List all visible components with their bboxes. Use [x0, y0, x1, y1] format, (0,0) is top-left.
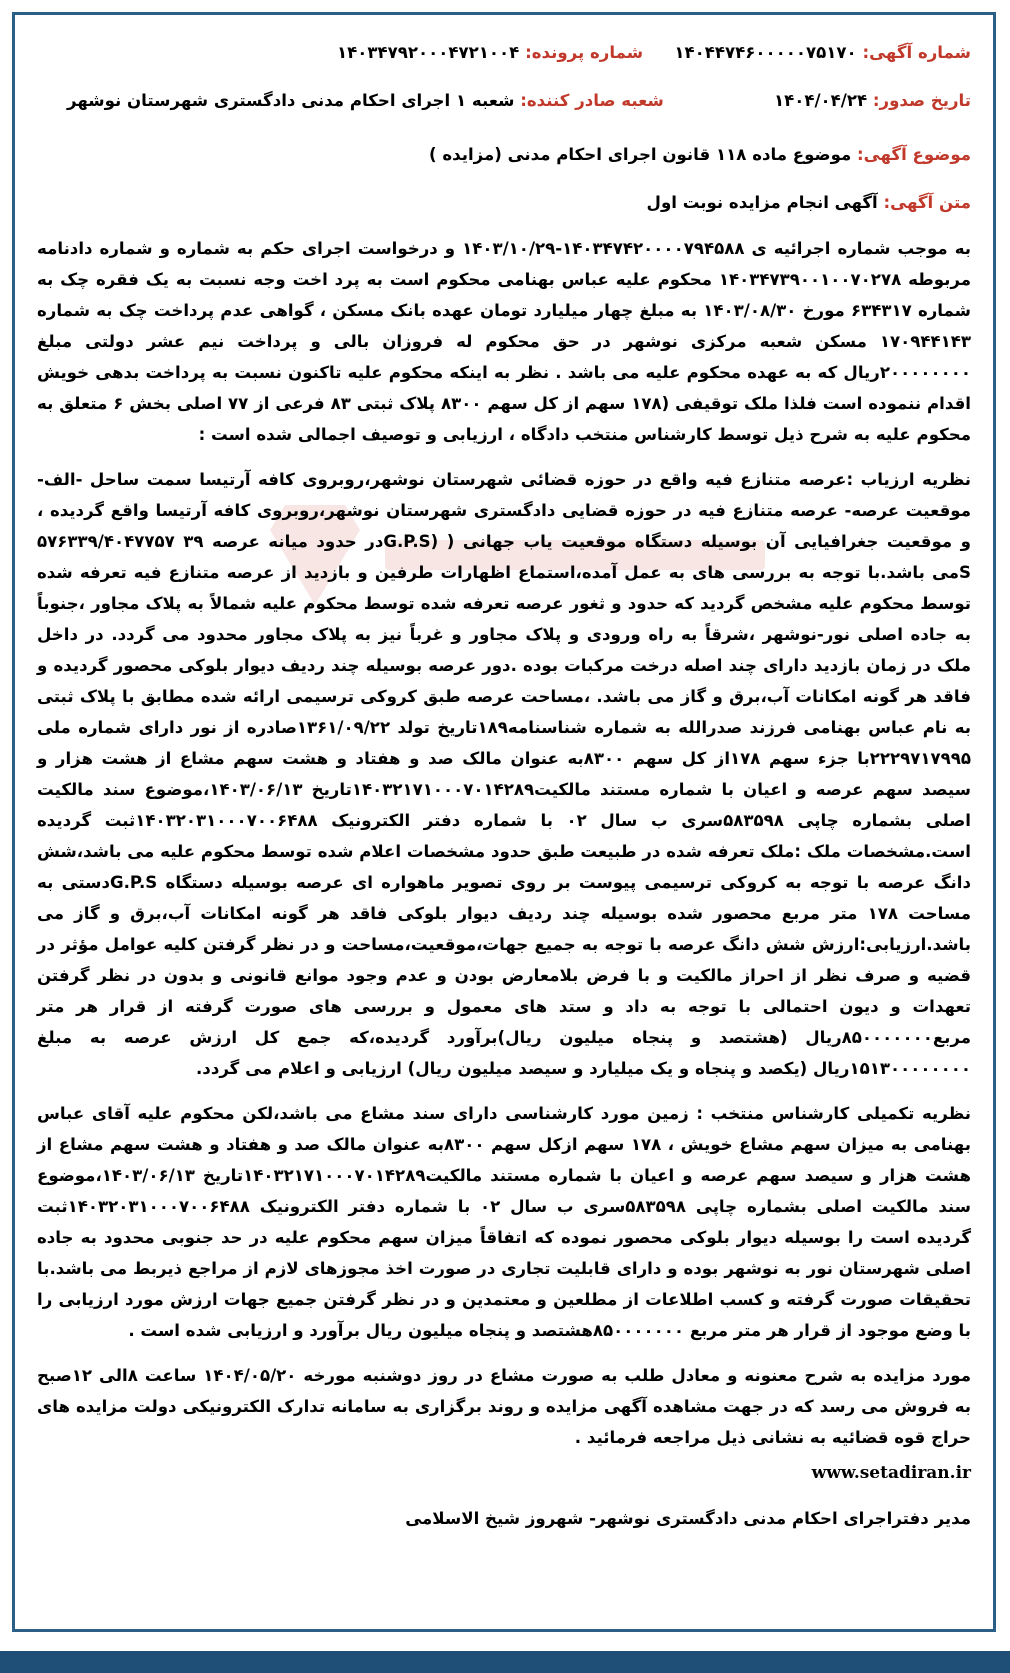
issuing-branch-label: شعبه صادر کننده:: [520, 91, 664, 110]
body-paragraph-1: به موجب شماره اجرائیه ی ۱۴۰۳۴۷۴۲۰۰۰۰۷۹۴۵۸۸-۱۴۰۳/۱۰/۲۹ و درخواست اجرای حکم به شماره و شماره دادنامه مربوطه ۱۴۰۳۴۷۳۹۰۰۱۰۰۷۰۲۷۸ محکوم علیه عباس بهنامی محکوم است به پرد اخت وجه نسبت به یک فقره چک به شماره ۶۳۴۳۱۷ مورخ ۱۴۰۳/۰۸/۳۰ به مبلغ چهار میلیارد تومان عهده بانک مسکن ، گواهی عدم پرداخت چک به شماره ۱۷۰۹۴۴۱۴۳ مسکن شعبه مرکزی نوشهر در حق محکوم له فروزان بالی و پرداخت نیم عشر دولتی مبلغ ۲۰۰۰۰۰۰۰۰ریال که به عهده محکوم علیه می باشد . نظر به اینکه محکوم علیه تاکنون نسبت به پرداخت بدهی خویش اقدام ننموده است فلذا ملک توقیفی (۱۷۸ سهم از کل سهم ۸۳۰۰ پلاک ثبتی ۸۳ فرعی از ۷۷ اصلی بخش ۶ متعلق به محکوم علیه به شرح ذیل توسط کارشناس منتخب دادگاه ، ارزیابی و توصیف اجمالی شده است :: [37, 239, 971, 444]
text-label: متن آگهی:: [883, 193, 971, 212]
issue-date-label: تاریخ صدور:: [872, 91, 971, 110]
meta-row-2: [37, 91, 971, 139]
body-paragraph-3: نظریه تکمیلی کارشناس منتخب : زمین مورد کارشناسی دارای سند مشاع می باشد،لکن محکوم علیه آقای عباس بهنامی به میزان سهم مشاع خویش ، ۱۷۸ سهم ازکل سهم ۸۳۰۰به عنوان مالک صد و هفتاد و هشت سهم مشاع از هشت هزار و سیصد سهم عرصه و اعیان با شماره مستند مالکیت۱۴۰۳۲۱۷۱۰۰۰۷۰۱۴۲۸۹تاریخ ۱۴۰۳/۰۶/۱۳،موضوع سند مالکیت اصلی بشماره چاپی ۵۸۳۵۹۸سری ب سال ۰۲ با شماره دفتر الکترونیک ۱۴۰۳۲۰۳۱۰۰۰۷۰۰۶۴۸۸ثبت گردیده است را بوسیله دیوار بلوکی محصور نموده که اتفاقاً میزان سهم محکوم علیه در حد جنوبی محدود به جاده اصلی شهرستان نور به نوشهر بوده و دارای قابلیت تجاری در صورت اخذ مجوزهای لازم از مراجع ذیربط می باشد.با تحقیقات صورت گرفته و کسب اطلاعات از مطلعین و معتمدین و در نظر گرفتن جمیع جهات ارزش مورد ارزیابی را با وضع موجود از قرار هر متر مربع ۸۵۰۰۰۰۰۰۰هشتصد و پنجاه میلیون ریال برآورد و ارزیابی شده است .: [37, 1104, 971, 1340]
notice-number: [674, 43, 971, 62]
website-link[interactable]: www.setadiran.ir: [811, 1463, 971, 1483]
signature: مدیر دفتراجرای احکام مدنی دادگستری نوشهر- شهروز شیخ الاسلامی: [405, 1509, 971, 1528]
notice-content: [37, 43, 971, 1609]
case-number-label: شماره پرونده:: [525, 43, 644, 62]
bottom-band: [0, 1651, 1010, 1673]
issue-date: [774, 91, 971, 110]
issuing-branch: [67, 91, 664, 110]
issuing-branch-value: شعبه ۱ اجرای احکام مدنی دادگستری شهرستان نوشهر: [67, 91, 515, 110]
body-paragraph-4: مورد مزایده به شرح معنونه و معادل طلب به صورت مشاع در روز دوشنبه مورخه ۱۴۰۴/۰۵/۲۰ ساعت ۸الی ۱۲صبح به فروش می رسد که در جهت مشاهده آگهی مزایده و روند برگزاری به سامانه تدارک الکترونیکی دولت مزایده های حراج قوه قضائیه به نشانی ذیل مراجعه فرمائید .: [37, 1366, 971, 1447]
notice-frame: [12, 12, 996, 1632]
meta-row-1: [37, 43, 971, 91]
subject-label: موضوع آگهی:: [857, 145, 971, 164]
issue-date-value: ۱۴۰۴/۰۴/۲۴: [773, 91, 868, 110]
subject-row: [37, 145, 971, 193]
notice-number-label: شماره آگهی:: [862, 43, 971, 62]
case-number-value: ۱۴۰۳۴۷۹۲۰۰۰۴۷۲۱۰۰۴: [337, 43, 520, 62]
body-paragraph-2: نظریه ارزیاب :عرصه متنازع فیه واقع در حوزه قضائی شهرستان نوشهر،روبروی کافه آرتیسا سمت ساحل -الف- موقعیت عرصه- عرصه متنازع فیه در حوزه قضایی دادگستری شهرستان نوشهر،روبروی کافه آرتیسا واقع گردیده ، و موقعیت جغرافیایی آن بوسیله دستگاه موقعیت یاب جهانی ( (G.P.Sدر حدود میانه عرصه ۳۹ ۵۷۶۳۳۹/۴۰۴۷۷۵۷ Sمی باشد.با توجه به بررسی های به عمل آمده،استماع اظهارات طرفین و بازدید از عرصه متنازع فیه تعرفه شده توسط محکوم علیه مشخص گردید که حدود و ثغور عرصه تعرفه شده توسط محکوم علیه شمالاً به پلاک مجاور ،جنوباً به جاده اصلی نور-نوشهر ،شرقاً به راه ورودی و پلاک مجاور و غرباً نیز به پلاک مجاور محدود می گردد. در داخل ملک در زمان بازدید دارای چند اصله درخت مرکبات بوده .دور عرصه بوسیله چند ردیف دیوار بلوکی محصور گردیده و فاقد هر گونه امکانات آب،برق و گاز می باشد. ،مساحت عرصه طبق کروکی ترسیمی ارائه شده مطابق با پلاک ثبتی به نام عباس بهنامی فرزند صدرالله به شماره شناسنامه۱۸۹تاریخ تولد ۱۳۶۱/۰۹/۲۲صادره از نور دارای شماره ملی ۲۲۲۹۷۱۷۹۹۵با جزء سهم ۱۷۸از کل سهم ۸۳۰۰به عنوان مالک صد و هفتاد و هشت سهم مشاع از هشت هزار و سیصد سهم عرصه و اعیان با شماره مستند مالکیت۱۴۰۳۲۱۷۱۰۰۰۷۰۱۴۲۸۹تاریخ ۱۴۰۳/۰۶/۱۳،موضوع سند مالکیت اصلی بشماره چاپی ۵۸۳۵۹۸سری ب سال ۰۲ با شماره دفتر الکترونیک ۱۴۰۳۲۰۳۱۰۰۰۷۰۰۶۴۸۸ثبت گردیده است.مشخصات ملک :ملک تعرفه شده در طبیعت طبق حدود مشخصات اعلام شده توسط محکوم علیه می باشد،شش دانگ عرصه با توجه به کروکی ترسیمی پیوست بر روی تصویر ماهواره ای عرصه بوسیله دستگاه G.P.Sدستی به مساحت ۱۷۸ متر مربع محصور شده بوسیله چند ردیف دیوار بلوکی فاقد هر گونه امکانات آب،برق و گاز می باشد.ارزیابی:ارزش شش دانگ عرصه با توجه به جمیع جهات،موقعیت،مساحت و در نظر گرفتن کلیه عوامل مؤثر در قضیه و صرف نظر از احراز مالکیت و با فرض بلامعارض بودن و عدم وجود موانع قانونی و بدون در نظر گرفتن تعهدات و دیون احتمالی با توجه به داد و ستد های معمول و بررسی های صورت گرفته از قرار هر متر مربع۸۵۰۰۰۰۰۰۰ریال (هشتصد و پنجاه میلیون ریال)برآورد گردیده،که جمع کل ارزش عرصه به مبلغ ۱۵۱۳۰۰۰۰۰۰۰۰ریال (یکصد و پنجاه و یک میلیارد و سیصد میلیون ریال) ارزیابی و اعلام می گردد.: [37, 470, 972, 1078]
notice-number-value: ۱۴۰۴۴۷۴۶۰۰۰۰۰۷۵۱۷۰: [674, 43, 857, 62]
subject-value: موضوع ماده ۱۱۸ قانون اجرای احکام مدنی (مزایده ): [428, 145, 852, 164]
case-number: [337, 43, 643, 62]
text-title: آگهی انجام مزایده نوبت اول: [646, 193, 878, 212]
text-title-row: [37, 193, 971, 233]
